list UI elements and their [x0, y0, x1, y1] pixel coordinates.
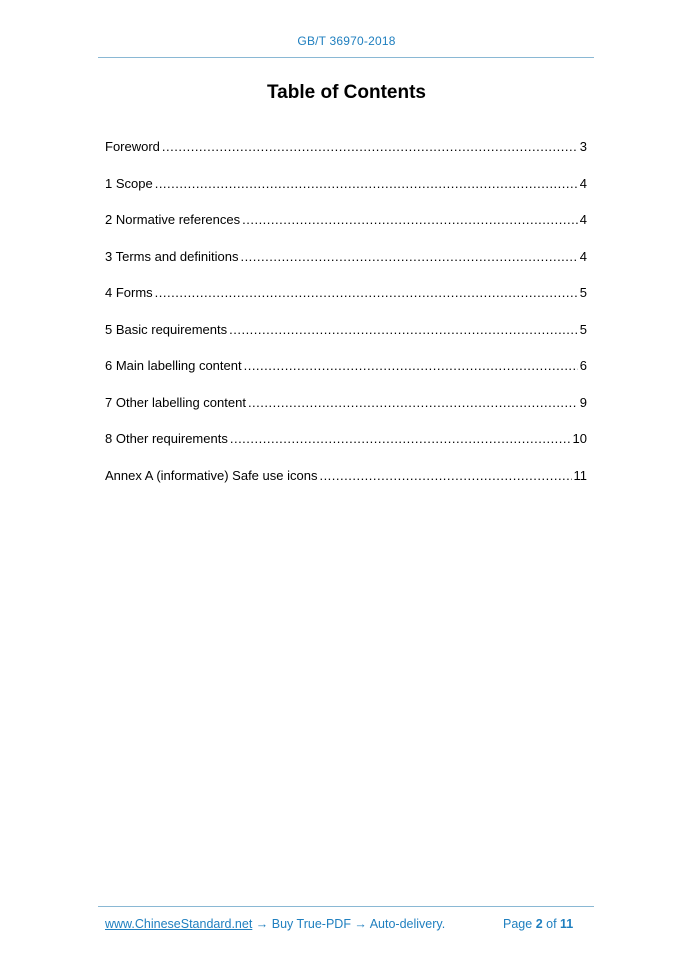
- page-indicator: [503, 917, 573, 931]
- toc-entry-annex-a[interactable]: [105, 467, 587, 504]
- delivery-text: Auto-delivery.: [369, 917, 446, 931]
- toc-entry-forms[interactable]: [105, 284, 587, 321]
- toc-entry-terms-definitions[interactable]: [105, 248, 587, 285]
- toc-entry-label: 7 Other labelling content: [105, 394, 246, 410]
- toc-entry-label: 4 Forms: [105, 285, 153, 300]
- toc-entry-label: 3 Terms and definitions: [105, 248, 239, 264]
- toc-entry-page: 5: [579, 285, 587, 300]
- toc-entry-page: 4: [579, 175, 587, 191]
- buy-text: Buy True-PDF: [271, 917, 351, 931]
- toc-entry-page: 6: [579, 358, 587, 373]
- document-id-header: GB/T 36970-2018: [297, 34, 396, 48]
- footer-promo: [105, 917, 445, 931]
- toc-leader-dots: [229, 321, 578, 339]
- toc-entry-other-labelling-content[interactable]: [105, 394, 587, 431]
- toc-leader-dots: [242, 211, 578, 229]
- toc-entry-basic-requirements[interactable]: [105, 321, 587, 358]
- header-divider: [98, 57, 594, 58]
- page-current: 2: [535, 917, 543, 931]
- toc-entry-label: 5 Basic requirements: [105, 321, 228, 337]
- toc-entry-label: Annex A (informative) Safe use icons: [105, 467, 318, 483]
- toc-entry-scope[interactable]: [105, 175, 587, 212]
- toc-entry-page: 4: [579, 212, 587, 227]
- toc-entry-label: Foreword: [105, 139, 160, 154]
- toc-leader-dots: [230, 430, 571, 448]
- toc-entry-label: 2 Normative references: [105, 212, 241, 227]
- toc-entry-page: 4: [579, 248, 587, 264]
- toc-leader-dots: [244, 357, 578, 375]
- toc-entry-normative-references[interactable]: [105, 211, 587, 248]
- toc-title: Table of Contents: [266, 82, 427, 103]
- toc-entry-page: 5: [579, 321, 587, 337]
- toc-entry-label: 1 Scope: [105, 175, 153, 191]
- toc-entry-other-requirements[interactable]: [105, 430, 587, 467]
- footer-divider: [98, 906, 594, 907]
- toc-entry-page: 10: [572, 431, 587, 446]
- page-label: Page: [503, 917, 533, 931]
- toc-entry-label: 6 Main labelling content: [105, 358, 242, 373]
- page-total: 11: [560, 917, 574, 931]
- site-link[interactable]: www.ChineseStandard.net: [105, 917, 253, 931]
- toc-entry-main-labelling-content[interactable]: [105, 357, 587, 394]
- toc-leader-dots: [155, 175, 578, 193]
- toc-leader-dots: [155, 284, 578, 302]
- toc-entry-page: 3: [579, 139, 587, 154]
- page-of: of: [546, 917, 557, 931]
- toc-leader-dots: [248, 394, 578, 412]
- arrow-icon: →: [252, 917, 272, 931]
- toc-entry-label: 8 Other requirements: [105, 431, 228, 446]
- toc-leader-dots: [240, 248, 577, 266]
- toc-leader-dots: [319, 467, 571, 485]
- arrow-icon: →: [350, 917, 370, 931]
- toc-list: [105, 138, 587, 503]
- toc-leader-dots: [162, 138, 578, 156]
- toc-entry-foreword[interactable]: [105, 138, 587, 175]
- toc-entry-page: 9: [579, 394, 587, 410]
- toc-entry-page: 11: [573, 467, 587, 483]
